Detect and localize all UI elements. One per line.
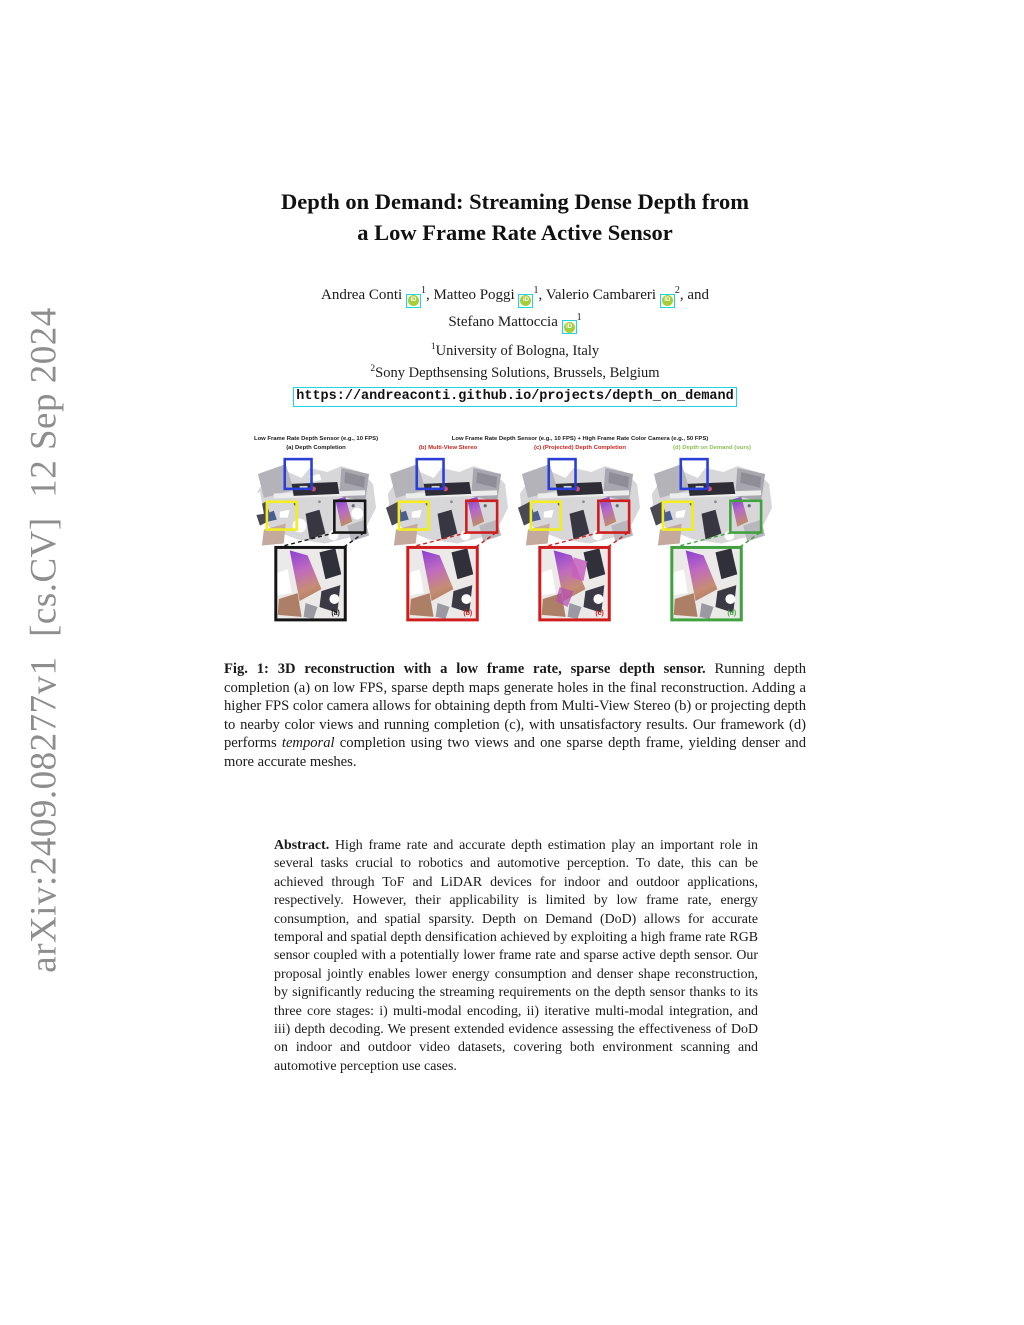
affiliation-1-mark: 1 — [430, 342, 436, 352]
figure-caption-text-1: Running depth completion (a) on low FPS, sparse depth maps generate holes in the final reconstruction. Adding a higher FPS color camera allows for obtaining depth from Multi-View Stereo (b) or projecting depth to nearby color views and running completion (c), with unsatisfactory results. Our framework (d) performs — [224, 661, 807, 752]
author-affmark: 1 — [420, 285, 426, 296]
author-separator: , and — [679, 287, 709, 303]
figure-caption-italic: temporal — [281, 735, 335, 752]
author-affmark: 1 — [576, 311, 582, 323]
author-name-poggi: Matteo Poggi — [433, 287, 515, 303]
figure-panel-c — [514, 456, 644, 623]
figure-caption-bold: Fig. 1: 3D reconstruction with a low frame rate, sparse depth sensor. — [224, 661, 706, 677]
affiliation-1 — [224, 338, 806, 360]
author-affmark: 1 — [533, 285, 539, 296]
orcid-id-glyph: iD — [408, 295, 419, 306]
figure-header-col-d: (d) Depth on Demand (ours) — [673, 445, 751, 451]
figure-header-col-b: (b) Multi-View Stereo — [418, 445, 478, 451]
figure-panel-a — [250, 456, 380, 623]
orcid-id-glyph: iD — [564, 322, 575, 333]
figure-panels — [250, 456, 778, 623]
paper-title — [224, 186, 806, 248]
author-row-2 — [184, 308, 846, 335]
affiliation-2-mark: 2 — [370, 364, 376, 375]
author-name-conti: Andrea Conti — [320, 287, 403, 303]
affiliations — [224, 338, 806, 407]
author-name-mattoccia: Stefano Mattoccia — [448, 313, 558, 330]
orcid-icon[interactable] — [562, 320, 577, 334]
orcid-icon[interactable] — [660, 294, 675, 308]
orcid-icon[interactable] — [518, 294, 533, 308]
project-url-row — [224, 386, 806, 408]
title-line-2: a Low Frame Rate Active Sensor — [357, 220, 673, 245]
arxiv-watermark: arXiv:2409.08277v1 [cs.CV] 12 Sep 2024 — [23, 307, 65, 973]
inset-label-b: (b) — [463, 609, 473, 617]
project-url-link[interactable]: https://andreaconti.github.io/projects/depth_on_demand — [293, 387, 736, 408]
orcid-id-glyph: iD — [520, 295, 531, 306]
inset-label-a: (a) — [331, 609, 340, 617]
abstract-text: High frame rate and accurate depth estimation play an important role in several tasks crucial to robotics and automotive perception. To date, this can be achieved through ToF and LiDAR devices for indoor and outdoor applications, respectively. However, their applicability is limited by low frame rate, energy consumption, and spatial sparsity. Depth on Demand (DoD) allows for accurate temporal and spatial depth densification achieved by exploiting a high frame rate RGB sensor coupled with a potentially lower frame rate and sparse active depth sensor. Our proposal jointly enables lower energy consumption and denser shape reconstruction, by significantly reducing the streaming requirements on the depth sensor thanks to its three core stages: i) multi-modal encoding, ii) iterative multi-modal integration, and iii) depth decoding. We present extended evidence assessing the effectiveness of DoD on indoor and outdoor video datasets, covering both environment scanning and automotive perception use cases. — [274, 838, 758, 1074]
author-separator: , — [538, 287, 546, 303]
figure-header-left-top: Low Frame Rate Depth Sensor (e.g., 10 FPS) — [253, 436, 379, 442]
inset-label-c: (c) — [595, 609, 604, 617]
figure-header-right-top: Low Frame Rate Depth Sensor (e.g., 10 FPS) + High Frame Rate Color Camera (e.g., 50 FPS) — [451, 436, 709, 442]
author-separator: , — [425, 287, 434, 303]
figure-caption-text-2: completion using two views and one sparse depth frame, yielding denser and more accurate meshes. — [224, 735, 806, 770]
figure-caption — [224, 660, 806, 772]
abstract-label: Abstract. — [274, 838, 330, 853]
affiliation-2-text: Sony Depthsensing Solutions, Brussels, Belgium — [375, 365, 660, 382]
figure-panel-d — [646, 456, 776, 623]
inset-label-d: (d) — [727, 609, 737, 617]
author-row-1 — [184, 281, 846, 308]
title-line-1: Depth on Demand: Streaming Dense Depth from — [281, 189, 749, 214]
figure-header — [250, 436, 778, 452]
orcid-icon[interactable] — [406, 294, 421, 308]
figure-panel-b — [382, 456, 512, 623]
author-list — [184, 281, 846, 334]
affiliation-2 — [224, 360, 806, 382]
figure-header-col-a: (a) Depth Completion — [286, 445, 346, 451]
figure-header-col-c: (c) (Projected) Depth Completion — [534, 445, 626, 451]
author-affmark: 2 — [674, 285, 680, 296]
affiliation-1-text: University of Bologna, Italy — [435, 342, 600, 359]
abstract — [274, 837, 758, 1076]
author-name-cambareri: Valerio Cambareri — [545, 287, 657, 303]
figure-1 — [250, 436, 778, 623]
orcid-id-glyph: iD — [662, 295, 673, 306]
